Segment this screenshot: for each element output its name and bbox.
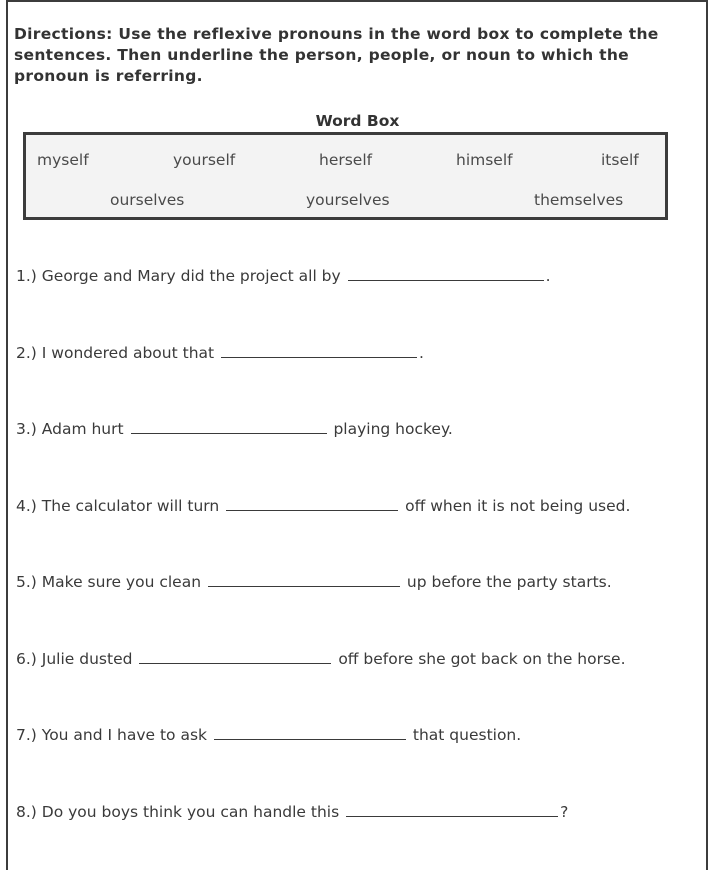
word-box-title: Word Box <box>315 112 400 130</box>
answer-blank[interactable] <box>208 572 400 587</box>
answer-blank[interactable] <box>348 266 544 281</box>
question-text-after: . <box>545 267 551 285</box>
question-number: 2.) <box>16 344 37 362</box>
word-ourselves: ourselves <box>110 191 185 209</box>
word-themselves: themselves <box>534 191 624 209</box>
question-text-before: Make sure you clean <box>41 573 202 591</box>
question-6 <box>16 649 626 668</box>
question-text-after: off when it is not being used. <box>405 497 631 515</box>
question-text-after: off before she got back on the horse. <box>338 650 626 668</box>
answer-blank[interactable] <box>226 496 398 511</box>
question-text-before: Adam hurt <box>41 420 124 438</box>
question-number: 3.) <box>16 420 37 438</box>
answer-blank[interactable] <box>139 649 331 664</box>
word-itself: itself <box>601 151 639 169</box>
question-text-after: ? <box>560 803 569 821</box>
question-1 <box>16 266 551 285</box>
question-4 <box>16 496 630 515</box>
question-7 <box>16 725 521 744</box>
word-yourselves: yourselves <box>306 191 390 209</box>
question-number: 8.) <box>16 803 37 821</box>
question-text-before: George and Mary did the project all by <box>41 267 341 285</box>
answer-blank[interactable] <box>346 802 558 817</box>
question-text-before: The calculator will turn <box>41 497 220 515</box>
word-box <box>23 132 668 220</box>
question-5 <box>16 572 612 591</box>
question-number: 7.) <box>16 726 37 744</box>
answer-blank[interactable] <box>221 343 417 358</box>
directions-text: Directions: Use the reflexive pronouns in the word box to complete the sentences. Then underline the person, people, or noun to which the pronoun is referring. <box>14 25 659 85</box>
question-2 <box>16 343 424 362</box>
answer-blank[interactable] <box>214 725 406 740</box>
question-text-before: Do you boys think you can handle this <box>41 803 340 821</box>
question-number: 4.) <box>16 497 37 515</box>
question-text-after: . <box>419 344 424 362</box>
question-number: 5.) <box>16 573 37 591</box>
question-number: 6.) <box>16 650 37 668</box>
answer-blank[interactable] <box>131 419 327 434</box>
question-8 <box>16 802 568 821</box>
word-himself: himself <box>456 151 513 169</box>
question-3 <box>16 419 453 438</box>
question-text-after: up before the party starts. <box>406 573 612 591</box>
word-myself: myself <box>37 151 89 169</box>
question-text-before: I wondered about that <box>41 344 215 362</box>
question-text-after: that question. <box>412 726 522 744</box>
question-text-before: You and I have to ask <box>41 726 208 744</box>
question-text-after: playing hockey. <box>333 420 453 438</box>
question-number: 1.) <box>16 267 37 285</box>
word-yourself: yourself <box>173 151 236 169</box>
word-herself: herself <box>319 151 373 169</box>
question-text-before: Julie dusted <box>41 650 133 668</box>
